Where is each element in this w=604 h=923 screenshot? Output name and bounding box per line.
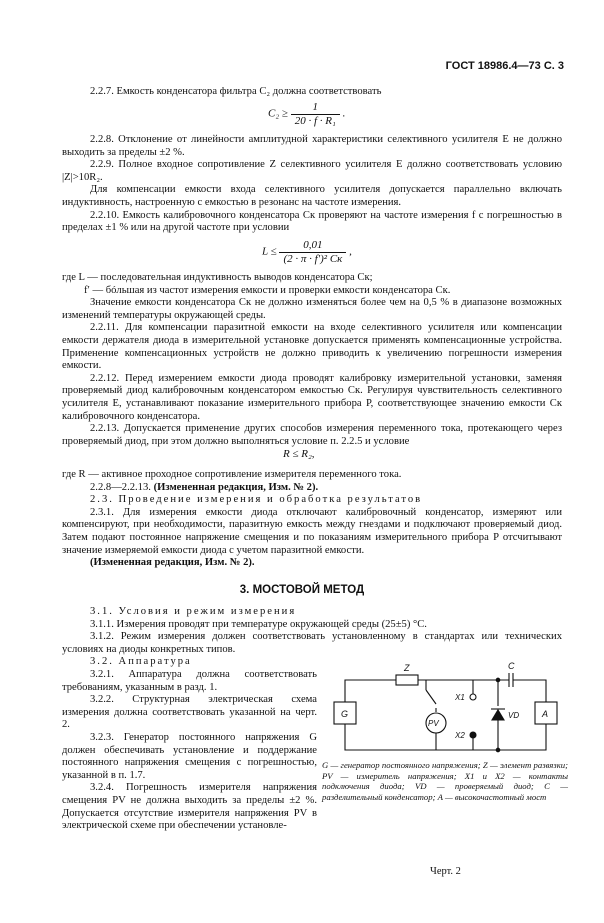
label-a: A [542, 709, 549, 719]
para-2-2-12: 2.2.12. Перед измерением емкости диода проводят калибровку измерительной установки, заменяя проверяемый диод калибровочным конденсатором емкостью Cк. Регулируя чувствительность селективного усилителя E, устанавливают показание измерительного прибора P, соответствующее значению емкости Cк калибровочного конденсатора. [62, 372, 562, 422]
para-3-2-4: 3.2.4. Погрешность измерителя напряжения смещения PV не должна выходить за пределы ±2 %. Допускается отсутствие измерителя напряжения PV в электрической схеме при обеспечении установле- [62, 782, 317, 832]
where-r: где R — активное проходное сопротивление измерителя переменного тока. [62, 469, 402, 480]
junction-top [496, 678, 500, 682]
formula-l-denominator: (2 · π · f′)² Cк [283, 252, 343, 265]
para-2-2-10: 2.2.10. Емкость калибровочного конденсатора Cк проверяют на частоте измерения f с погрешностью в пределах ±1 % или на другой частоте при условии [62, 209, 562, 234]
para-3-2-3: 3.2.3. Генератор постоянного напряжения G должен обеспечивать установление и поддержание постоянного напряжения смещения с погрешностью, указанной в п. 1.7. [62, 731, 317, 781]
figure-label: Черт. 2 [430, 866, 461, 877]
formula-c2-lhs: C₂ ≥ [268, 107, 288, 120]
label-pv: PV [428, 719, 439, 728]
section-3-title: 3. МОСТОВОЙ МЕТОД [239, 584, 365, 596]
diode-triangle [492, 710, 504, 720]
formula-l [262, 239, 352, 265]
para-2-2-13: 2.2.13. Допускается применение других способов измерения переменного тока, протекающего через проверяемый диод, при этом должно выполняться условие п. 2.2.5 и условие [62, 423, 562, 447]
formula-c2-fraction [291, 101, 340, 127]
paras-where-to-2-2-13 [62, 272, 562, 448]
formula-l-tail: , [349, 245, 352, 258]
switch [426, 690, 436, 704]
edit-note-1 [62, 482, 562, 495]
junction-bottom [496, 748, 500, 752]
formula-c2-denominator: 20 · f · R₁ [294, 114, 336, 127]
wire-top-left [345, 680, 396, 702]
where-f: f′ — бóльшая из частот измерения емкости и проверки емкости конденсатора Cк. [84, 284, 451, 296]
formula-r: R ≤ R₂, [283, 448, 315, 460]
left-column [62, 669, 317, 833]
label-x1: X1 [455, 693, 465, 702]
edit-note-1-range: 2.2.8—2.2.13. [90, 481, 151, 493]
heading-2-3: 2.3. Проведение измерения и обработка результатов [90, 494, 423, 506]
para-2-2-7: 2.2.7. Емкость конденсатора фильтра C₂ должна соответствовать [90, 86, 382, 97]
contact-x2 [470, 732, 476, 738]
formula-l-lhs: L ≤ [262, 245, 277, 258]
page-header: ГОСТ 18986.4—73 С. 3 [445, 60, 564, 72]
circuit-diagram [328, 660, 568, 758]
para-3-1-2: 3.1.2. Режим измерения должен соответствовать установленному в стандартах или технических условиях на диоды конкретных типов. [62, 631, 562, 655]
where-l: где L — последовательная индуктивность выводов конденсатора Cк; [62, 272, 373, 283]
heading-3-1: 3.1. Условия и режим измерения [90, 606, 297, 617]
formula-c2 [268, 101, 345, 127]
label-c: C [508, 661, 515, 671]
formula-l-numerator: 0,01 [279, 239, 346, 253]
para-2-3-1: 2.3.1. Для измерения емкости диода отключают калибровочный конденсатор, измеряют или компенсируют, при необходимости, паразитную емкость между гнездами и подключают проверяемый диод. Затем подают постоянное напряжение смещения и по показаниям измерительного прибора P отсчитывают значение измеряемой емкости диода с учетом паразитной емкости. [62, 506, 562, 556]
contact-x1 [470, 694, 476, 700]
paras-2-3 [62, 469, 562, 570]
para-2-2-8: 2.2.8. Отклонение от линейности амплитудной характеристики селективного усилителя E не должно выходить за пределы ±2 %. [62, 134, 562, 158]
para-3-2-1: 3.2.1. Аппаратура должна соответствовать требованиям, указанным в разд. 1. [62, 669, 317, 693]
wire-bottom [345, 724, 546, 750]
element-z [396, 675, 418, 685]
label-x2: X2 [455, 731, 465, 740]
para-3-1-1: 3.1.1. Измерения проводят при температуре окружающей среды (25±5) °С. [90, 618, 427, 630]
formula-l-fraction [279, 239, 346, 265]
label-vd: VD [508, 711, 520, 720]
para-capacitance-value: Значение емкости конденсатора Cк не должно изменяться более чем на 0,5 % в диапазоне возможных изменений температуры окружающей среды. [62, 297, 562, 321]
label-g: G [341, 709, 349, 719]
para-2-2-7-block [62, 86, 562, 99]
para-compensation: Для компенсации емкости входа селективного усилителя допускается параллельно включать индуктивность, настроенную с емкостью в резонанс на частоте измерения. [62, 184, 562, 208]
para-2-2-9: 2.2.9. Полное входное сопротивление Z селективного усилителя E должно соответствовать условию |Z|>10R₂. [62, 159, 562, 183]
para-3-2-2: 3.2.2. Структурная электрическая схема измерения должна соответствовать указанной на черт. 2. [62, 694, 317, 731]
para-2-2-11: 2.2.11. Для компенсации паразитной емкости на входе селективного усилителя или компенсации емкости держателя диода в измерительной установке допускается применять компенсационные устройства. Применение компенсационных устройств не должно приводить к увеличению погрешности измерения емкости. [62, 322, 562, 372]
edit-note-2: (Измененная редакция, Изм. № 2). [90, 557, 255, 569]
heading-3-2: 3.2. Аппаратура [90, 656, 192, 668]
figure-caption: G — генератор постоянного напряжения; Z — элемент развязки; PV — измеритель напряжения; X1 и X2 — контакты подключения диода; VD — проверяемый диод; C — разделительный конденсатор; A — высокочастотный мост [322, 760, 568, 802]
paras-2-2-8-to-2-2-10 [62, 134, 562, 235]
formula-c2-numerator: 1 [291, 101, 340, 115]
formula-c2-tail: . [342, 107, 346, 120]
edit-note-1-text: (Измененная редакция, Изм. № 2). [153, 481, 319, 493]
label-z: Z [404, 663, 410, 673]
wire-to-a [513, 680, 546, 702]
